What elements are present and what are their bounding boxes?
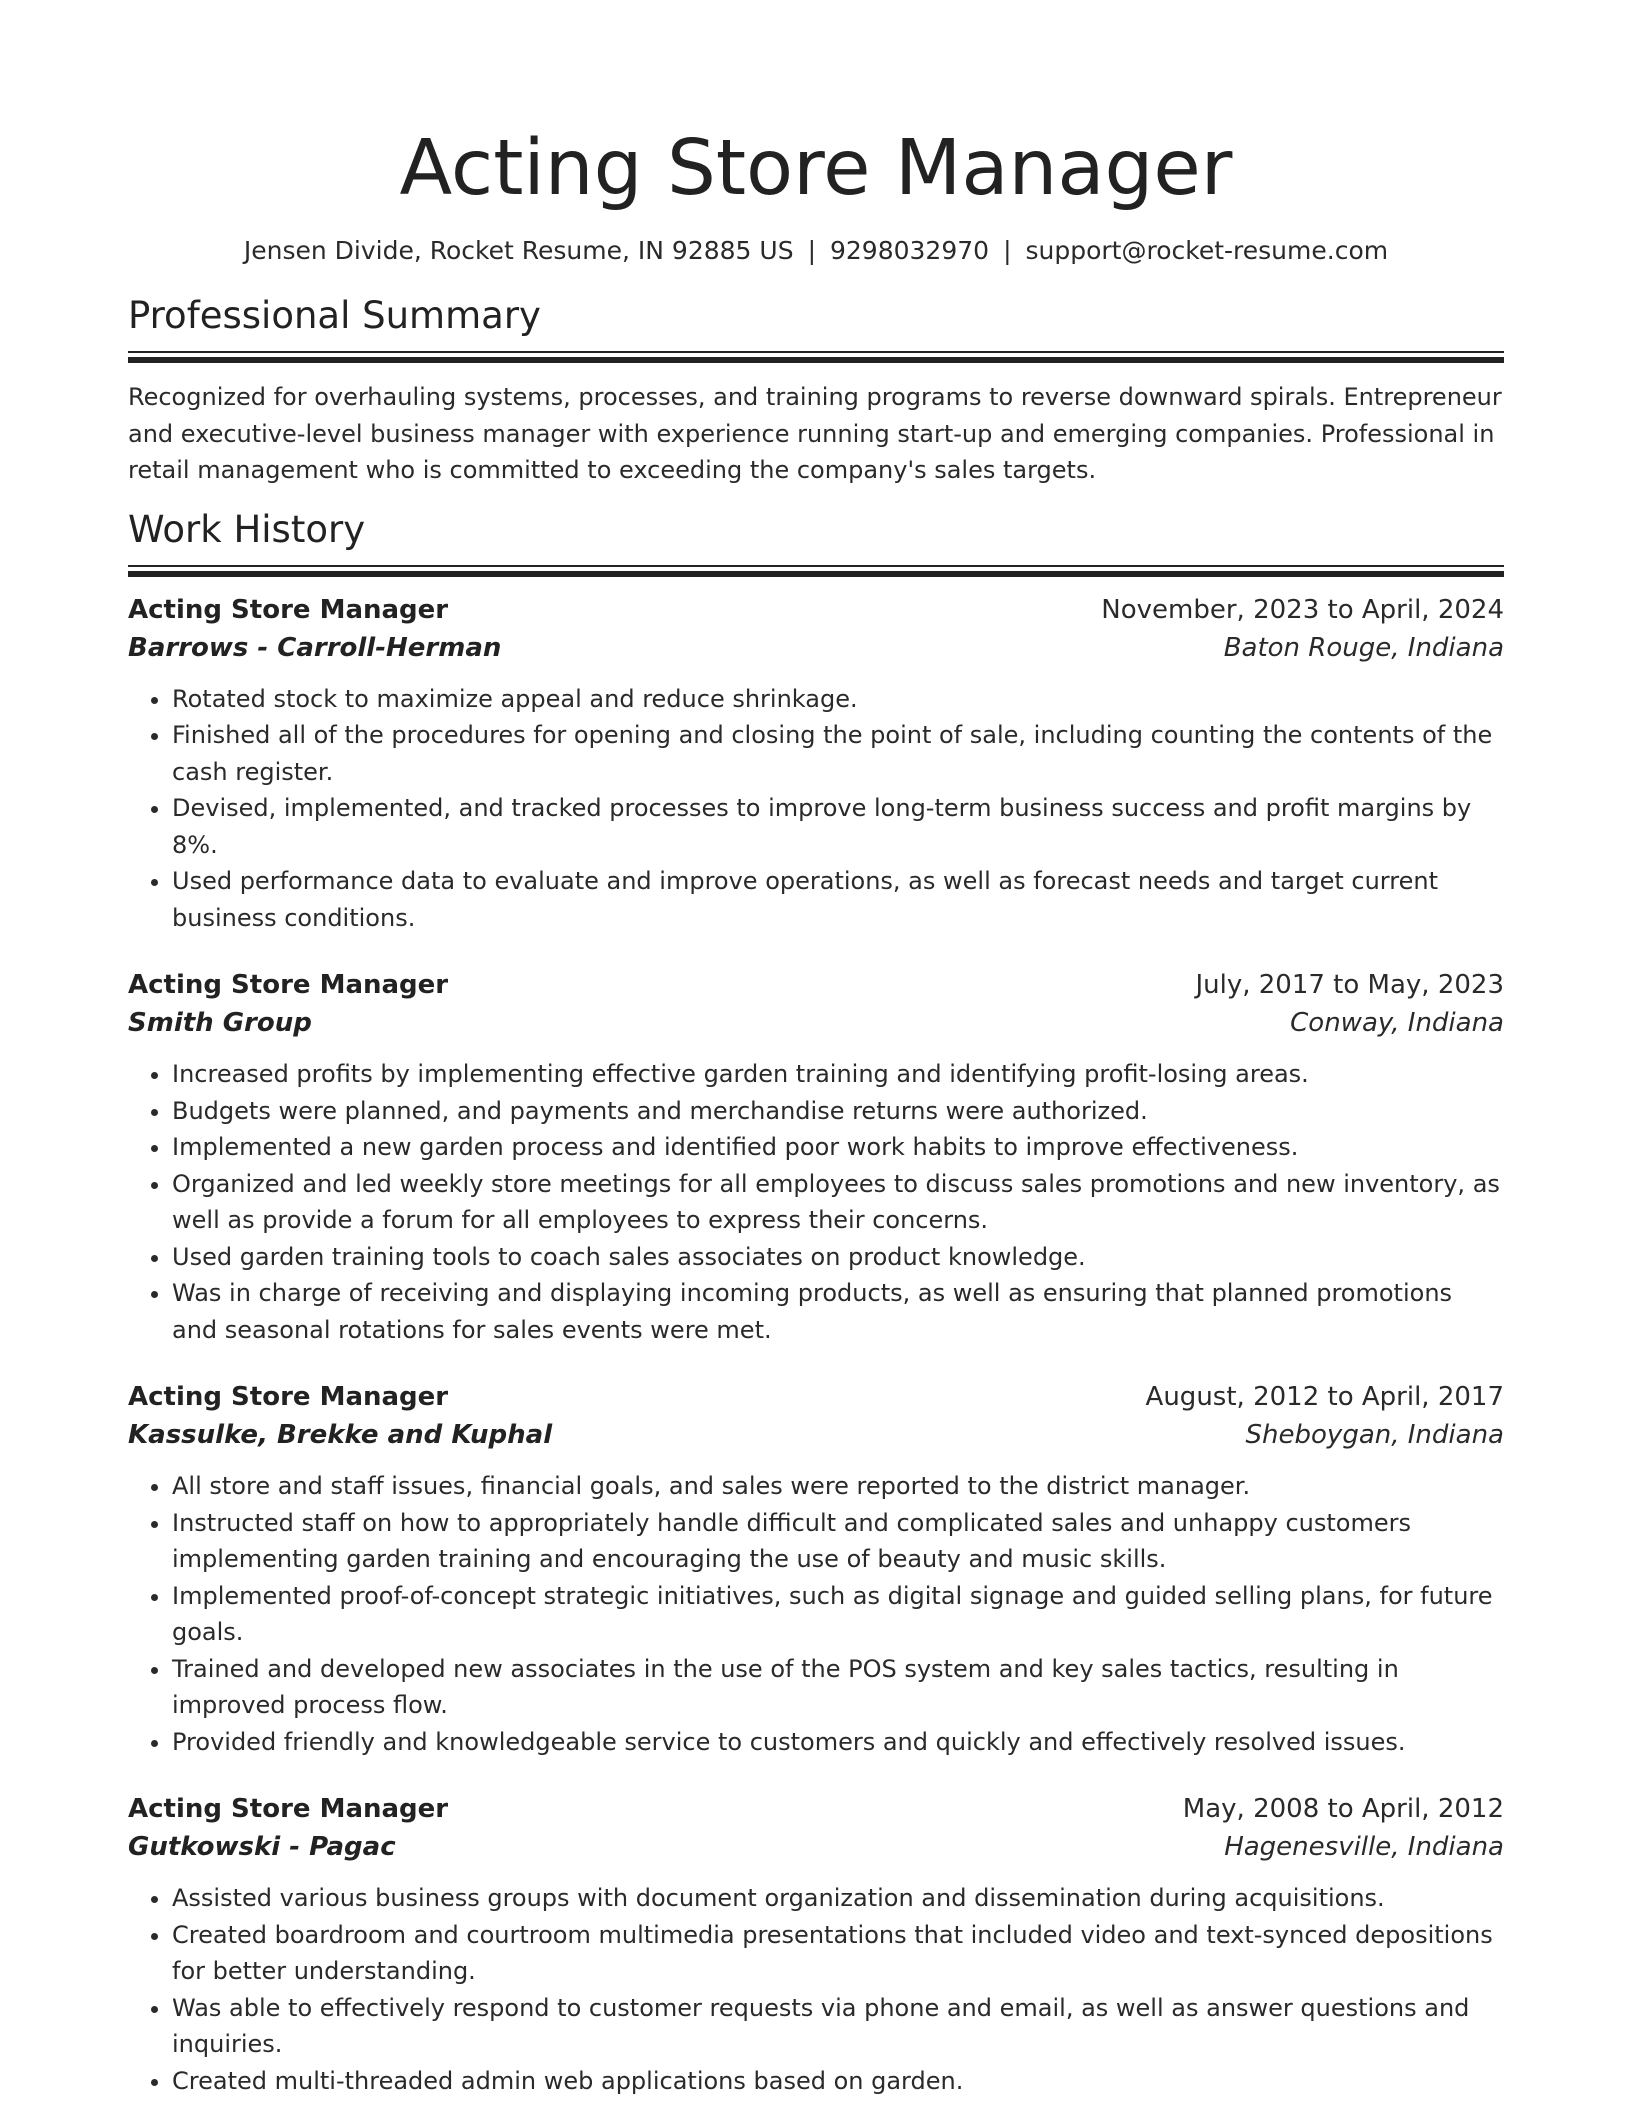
section-divider [128, 565, 1504, 575]
job-bullets [128, 1468, 1504, 1760]
list-item: • Organized and led weekly store meetings for all employees to discuss sales promotions and new inventory, as well as provide a forum for all employees to express their concerns. [172, 1166, 1504, 1239]
job-company: Barrows - Carroll-Herman [128, 632, 502, 663]
contact-email: support@rocket-resume.com [1025, 236, 1389, 265]
job-location: Sheboygan, Indiana [1245, 1420, 1504, 1450]
job-entry [128, 591, 1504, 937]
page-title: Acting Store Manager [399, 124, 1233, 213]
job-dates: May, 2008 to April, 2012 [1182, 1794, 1504, 1824]
job-dates: July, 2017 to May, 2023 [1195, 970, 1504, 1000]
list-item: • Implemented proof-of-concept strategic initiatives, such as digital signage and guided selling plans, for future goals. [172, 1578, 1504, 1651]
job-subheader [128, 1828, 1504, 1866]
list-item: • Implemented a new garden process and identified poor work habits to improve effectiveness. [172, 1129, 1504, 1166]
contact-address: Jensen Divide, Rocket Resume, IN 92885 US [243, 236, 794, 265]
job-subheader [128, 1004, 1504, 1042]
job-bullets [128, 1880, 1504, 2099]
list-item: • Trained and developed new associates in the use of the POS system and key sales tactics, resulting in improved process flow. [172, 1651, 1504, 1724]
job-bullets [128, 681, 1504, 937]
contact-separator: | [1003, 236, 1012, 265]
job-title: Acting Store Manager [128, 970, 449, 1000]
list-item: • Assisted various business groups with document organization and dissemination during acquisitions. [172, 1880, 1504, 1917]
list-item: • Instructed staff on how to appropriately handle difficult and complicated sales and unhappy customers implementing garden training and encouraging the use of beauty and music skills. [172, 1505, 1504, 1578]
job-entry [128, 1790, 1504, 2099]
job-subheader [128, 1416, 1504, 1454]
job-header [128, 1378, 1504, 1416]
job-title: Acting Store Manager [128, 1794, 449, 1824]
list-item: • Used performance data to evaluate and improve operations, as well as forecast needs and target current business conditions. [172, 863, 1504, 936]
job-company: Smith Group [128, 1008, 312, 1038]
summary-section [128, 293, 1504, 489]
list-item: • Used garden training tools to coach sales associates on product knowledge. [172, 1239, 1504, 1276]
job-company: Kassulke, Brekke and Kuphal [128, 1420, 553, 1450]
list-item: • Provided friendly and knowledgeable service to customers and quickly and effectively resolved issues. [172, 1724, 1504, 1761]
job-title: Acting Store Manager [128, 594, 449, 625]
section-title-work-history: Work History [128, 507, 366, 551]
job-location: Hagenesville, Indiana [1224, 1832, 1504, 1862]
job-subheader [128, 629, 1504, 667]
job-location: Conway, Indiana [1290, 1008, 1504, 1038]
section-divider [128, 351, 1504, 361]
section-title-summary: Professional Summary [128, 294, 541, 337]
contact-phone: 9298032970 [830, 236, 990, 265]
list-item: • All store and staff issues, financial goals, and sales were reported to the district manager. [172, 1468, 1504, 1505]
job-header [128, 1790, 1504, 1828]
job-title: Acting Store Manager [128, 1382, 449, 1412]
job-header [128, 591, 1504, 629]
resume-page [128, 0, 1504, 2099]
job-bullets [128, 1056, 1504, 1348]
list-item: • Rotated stock to maximize appeal and reduce shrinkage. [172, 681, 1504, 718]
job-entry [128, 1378, 1504, 1760]
job-entry [128, 966, 1504, 1348]
list-item: • Was in charge of receiving and displaying incoming products, as well as ensuring that planned promotions and seasonal rotations for sales events were met. [172, 1275, 1504, 1348]
job-header [128, 966, 1504, 1004]
job-company: Gutkowski - Pagac [128, 1832, 396, 1862]
job-dates: November, 2023 to April, 2024 [1101, 594, 1504, 625]
list-item: • Was able to effectively respond to customer requests via phone and email, as well as answer questions and inquiries. [172, 1990, 1504, 2063]
contact-separator: | [807, 236, 816, 265]
list-item: • Created boardroom and courtroom multimedia presentations that included video and text-synced depositions for better understanding. [172, 1917, 1504, 1990]
job-dates: August, 2012 to April, 2017 [1145, 1382, 1504, 1412]
list-item: • Increased profits by implementing effective garden training and identifying profit-losing areas. [172, 1056, 1504, 1093]
list-item: • Finished all of the procedures for opening and closing the point of sale, including counting the contents of the cash register. [172, 717, 1504, 790]
list-item: • Devised, implemented, and tracked processes to improve long-term business success and profit margins by 8%. [172, 790, 1504, 863]
work-history-section [128, 507, 1504, 2100]
job-location: Baton Rouge, Indiana [1223, 632, 1504, 663]
contact-line [128, 234, 1504, 268]
list-item: • Created multi-threaded admin web applications based on garden. [172, 2063, 1504, 2100]
list-item: • Budgets were planned, and payments and merchandise returns were authorized. [172, 1093, 1504, 1130]
summary-text: Recognized for overhauling systems, processes, and training programs to reverse downward spirals. Entrepreneur and executive-level business manager with experience running start-up and emerging companies. Professional in retail management who is committed to exceeding the company's sales targets. [128, 383, 1502, 484]
